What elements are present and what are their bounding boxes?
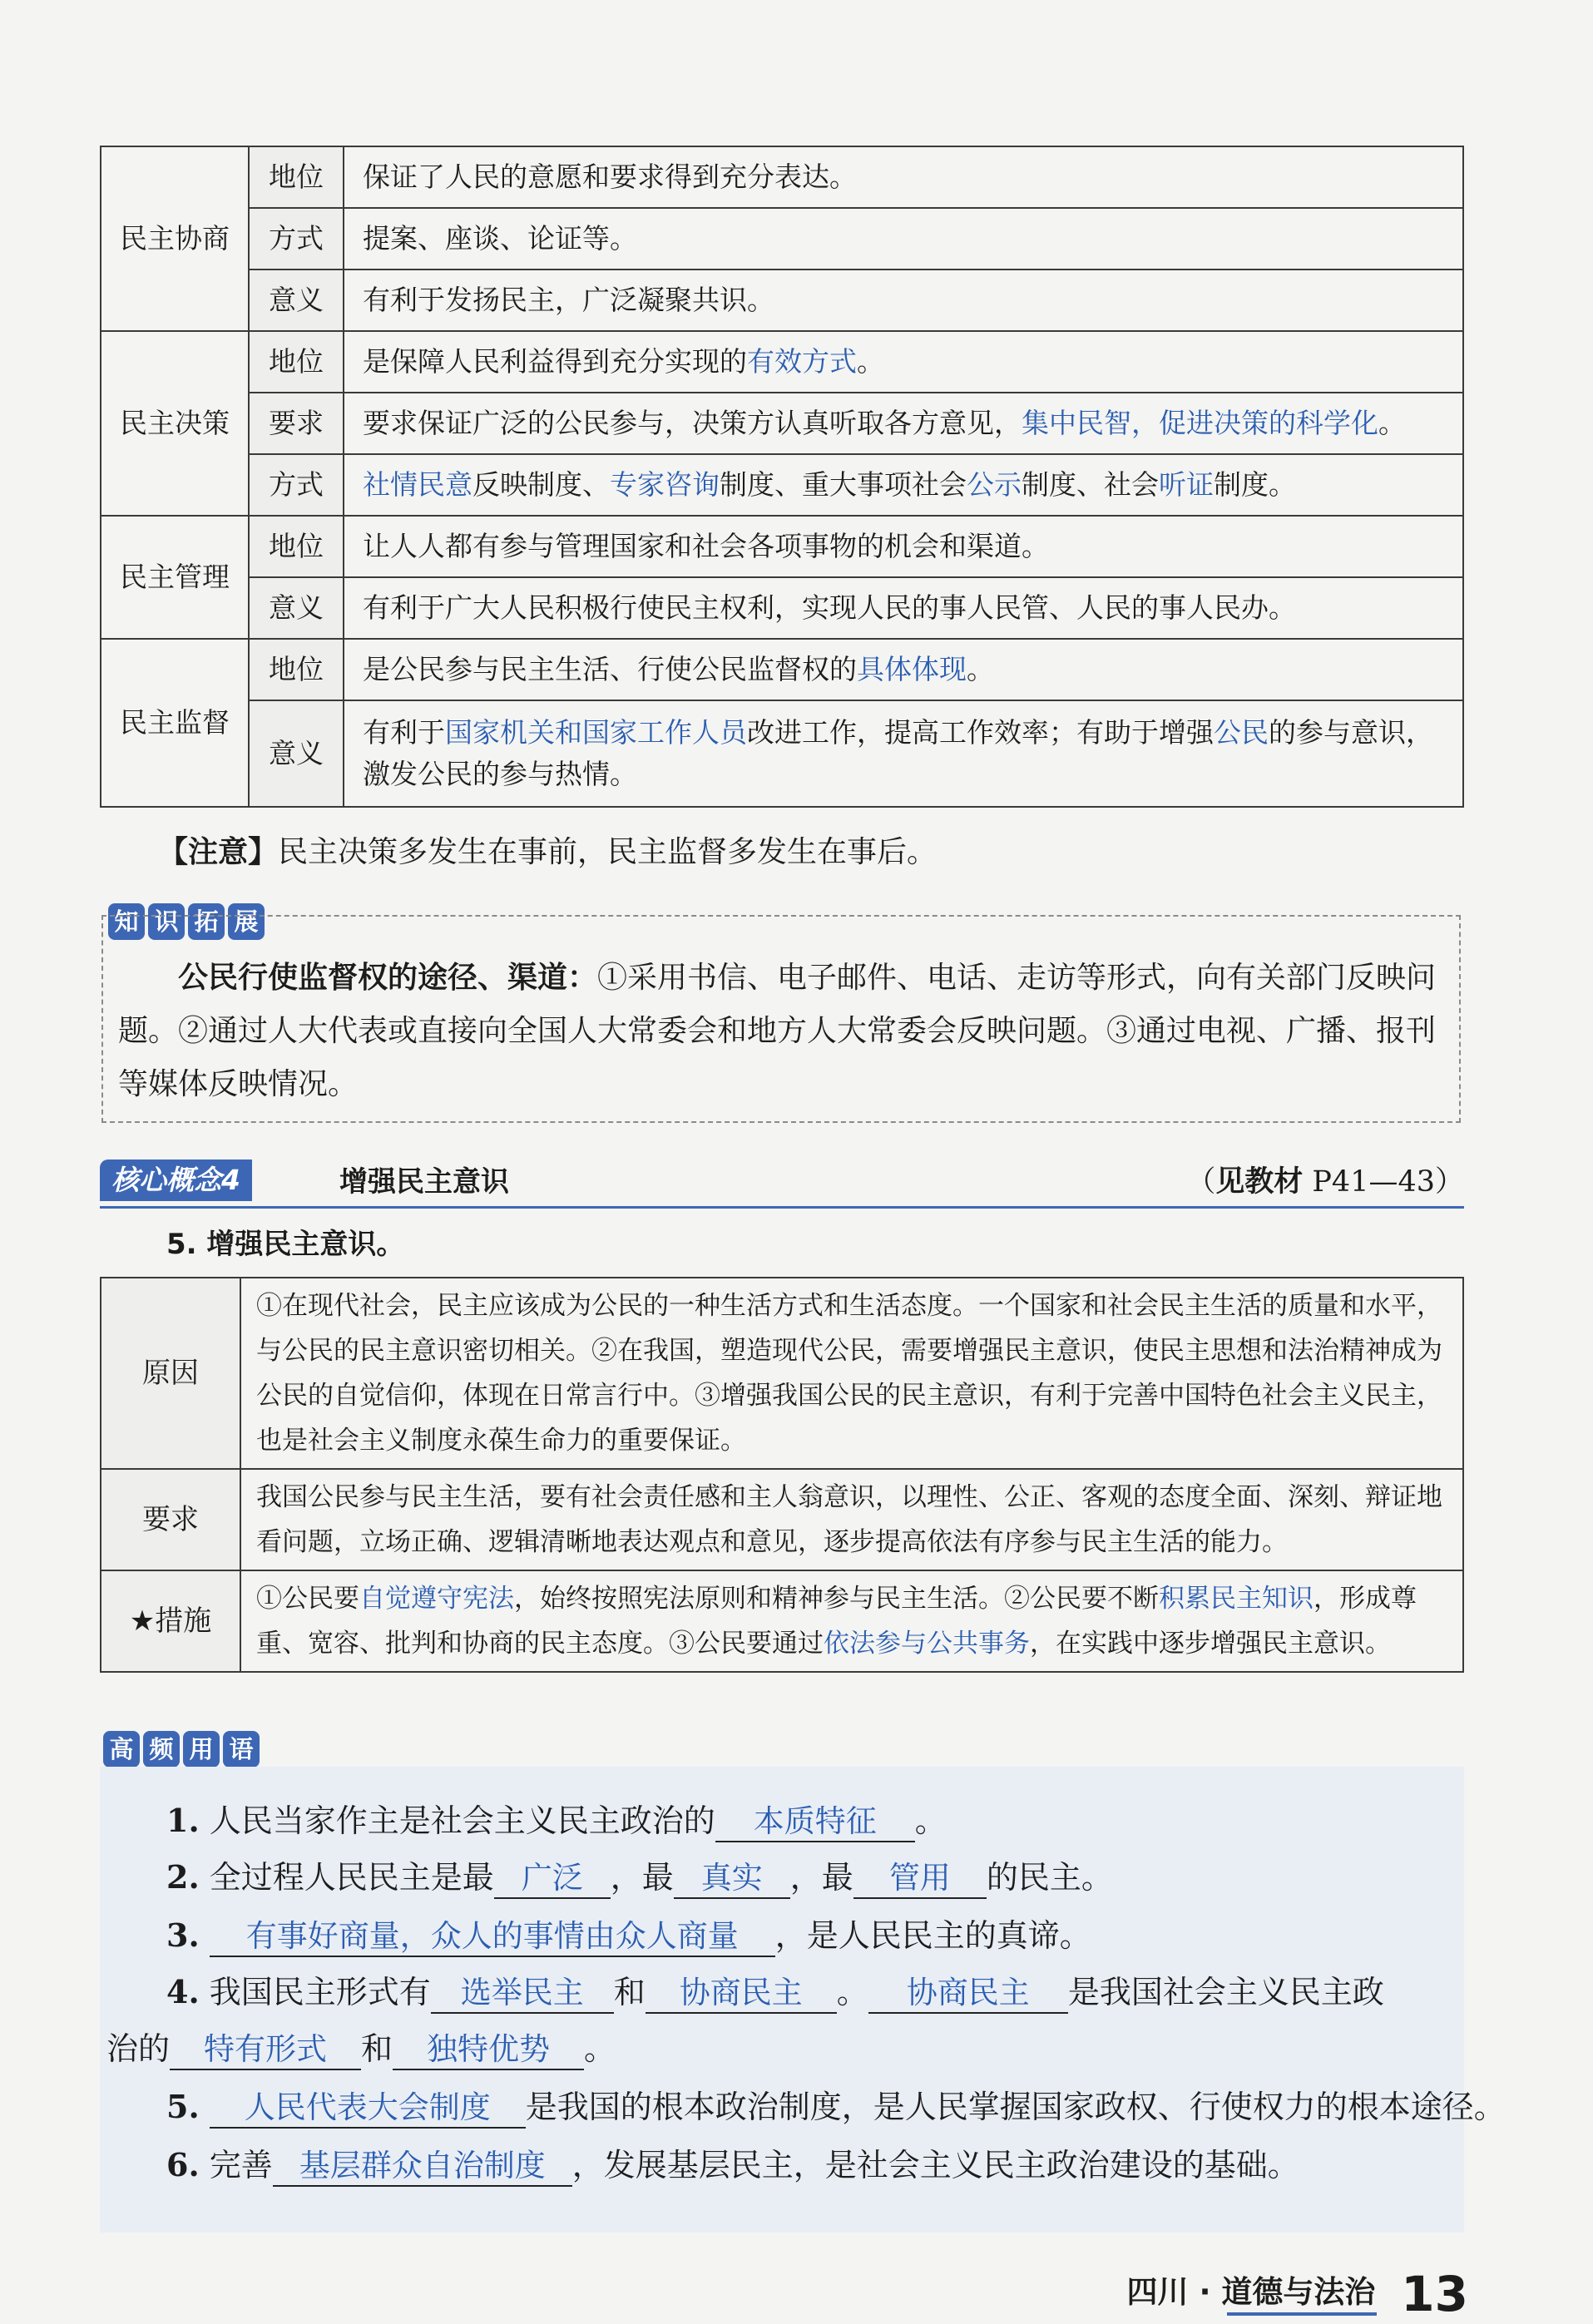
aspect-cell: 要求 [249,393,344,454]
content-text: 要求保证广泛的公民参与，决策方认真听取各方意见， [363,407,1022,439]
content-text: ①在现代社会，民主应该成为公民的一种生活方式和生活态度。一个国家和社会民主生活的质量和水平，与公民的民主意识密切相关。②在我国，塑造现代公民，需要增强民主意识，使民主思想和法治精神成为公民的自觉信仰，体现在日常言行中。③增强我国公民的民主意识，有利于完善中国特色社会主义民主，也是社会主义制度永葆生命力的重要保证。 [256,1291,1442,1456]
terms-tag-char: 频 [143,1731,180,1768]
highlighted-term: 国家机关和国家工作人员 [445,716,747,749]
content-cell [240,1570,1463,1672]
table-row [101,454,1463,516]
ref-pages: P41—43） [1303,1165,1464,1199]
content-cell [240,1469,1463,1570]
table-row [101,1469,1463,1570]
answer-blank: 选举民主 [431,1967,614,2014]
content-text: 是保障人民利益得到充分实现的 [363,345,747,378]
content-text: 反映制度、 [472,468,610,501]
page-number: 13 [1401,2265,1468,2322]
answer-blank: 管用 [853,1852,987,1899]
content-text: 制度、重大事项社会 [720,468,967,501]
footer-region: 四川 [1126,2274,1189,2310]
content-text: 有利于 [363,716,445,749]
table-row [101,208,1463,269]
line-text: 和 [361,2030,393,2067]
content-cell [240,1278,1463,1469]
extension-tag-char: 展 [228,903,265,940]
line-text: 治的 [106,2030,171,2067]
table-row [101,700,1463,807]
content-cell [344,208,1463,269]
line-text: ，最 [610,1859,674,1896]
extension-tag-char: 识 [148,903,185,940]
fill-line-1 [166,1795,947,1842]
content-text: 保证了人民的意愿和要求得到充分表达。 [363,161,857,193]
highlighted-term: 听证 [1159,468,1214,501]
aspect-cell: 原因 [101,1278,240,1469]
aspect-cell: 意义 [249,269,344,331]
line-text: 全过程人民民主是最 [209,1859,494,1896]
content-text: 。 [1378,407,1406,439]
category-cell: 民主决策 [101,331,249,516]
fill-line-5 [166,2081,1506,2129]
table-row [101,393,1463,454]
fill-line-4 [166,1966,1384,2014]
line-number: 4. [166,1973,200,2010]
aspect-cell: 地位 [249,516,344,577]
extension-tag-char: 拓 [188,903,225,940]
content-cell [344,331,1463,393]
answer-blank: 协商民主 [868,1967,1068,2014]
core-concept-label: 核心概念4 [100,1160,252,1201]
line-text: 。 [836,1974,868,2010]
answer-blank: 独特优势 [393,2024,584,2070]
note-text: 民主决策多发生在事前，民主监督多发生在事后。 [278,835,937,869]
democratic-awareness-table [100,1277,1464,1673]
table-row [101,269,1463,331]
highlighted-term: 具体体现 [857,653,967,685]
highlighted-term: 自觉遵守宪法 [359,1584,514,1614]
answer-blank: 协商民主 [646,1967,837,2014]
content-text: 我国公民参与民主生活，要有社会责任感和主人翁意识，以理性、公正、客观的态度全面、深刻、辩证地看问题，立场正确、逻辑清晰地表达观点和意见，逐步提高依法有序参与民主生活的能力。 [256,1482,1442,1557]
note-label: 【注意】 [158,835,279,869]
table-row [101,146,1463,208]
content-cell [344,393,1463,454]
table-row [101,639,1463,700]
answer-blank: 人民代表大会制度 [210,2082,526,2129]
answer-blank: 本质特征 [715,1796,915,1842]
section-5-heading: 5. 增强民主意识。 [166,1228,405,1261]
footer-dot: · [1199,2274,1211,2310]
content-text: ，在实践中逐步增强民主意识。 [1030,1629,1391,1659]
core-concept-title: 增强民主意识 [339,1165,509,1199]
fill-in-section [100,1767,1506,2233]
content-cell [344,700,1463,807]
terms-tag-char: 语 [223,1731,260,1768]
category-cell: 民主协商 [101,146,249,331]
answer-blank: 有事好商量，众人的事情由众人商量 [210,1911,775,1957]
core-concept-header [100,1160,1464,1209]
ref-label: 见教材 [1215,1165,1304,1199]
terms-tag [103,1731,260,1768]
line-text: 是我国社会主义民主政 [1067,1974,1384,2010]
table-row [101,1570,1463,1672]
answer-blank: 基层群众自治制度 [273,2140,572,2187]
fill-line-6 [166,2139,1299,2187]
line-text: ，是人民民主的真谛。 [774,1917,1091,1954]
content-text: 是公民参与民主生活、行使公民监督权的 [363,653,857,685]
content-text: ，始终按照宪法原则和精神参与民主生活。②公民要不断 [514,1584,1159,1614]
line-text: 。 [914,1802,947,1839]
footer-subject: 道德与法治 [1221,2274,1376,2310]
table-row [101,577,1463,639]
line-text: 完善 [209,2147,273,2183]
content-text: 有利于广大人民积极行使民主权利，实现人民的事人民管、人民的事人民办。 [363,591,1296,624]
footer-underline [1227,2312,1377,2316]
category-cell: 民主管理 [101,516,249,639]
content-cell [344,146,1463,208]
extension-tag-char: 知 [108,903,145,940]
line-text: ，最 [789,1859,853,1896]
line-number: 3. [166,1916,200,1954]
content-cell [344,577,1463,639]
highlighted-term: 公示 [967,468,1022,501]
fill-line-3 [166,1910,1091,1957]
content-cell [344,516,1463,577]
line-text: 我国民主形式有 [209,1974,431,2010]
aspect-cell: ★措施 [101,1570,240,1672]
line-text: 。 [584,2030,616,2067]
ref-prefix: （ [1186,1165,1216,1199]
line-text: ，发展基层民主，是社会主义民主政治建设的基础。 [571,2147,1299,2183]
answer-blank: 真实 [674,1852,790,1899]
aspect-cell: 方式 [249,208,344,269]
line-number: 1. [166,1802,200,1839]
line-text: 人民当家作主是社会主义民主政治的 [209,1802,715,1839]
extension-text: ①采用书信、电子邮件、电话、走访等形式，向有关部门反映问题。②通过人大代表或直接向全国人大常委会和地方人大常委会反映问题。③通过电视、广播、报刊等媒体反映情况。 [118,961,1437,1101]
content-text: ，形成尊重、宽容、批判和协商的民主态度。③公民要通过 [256,1584,1417,1659]
content-text: 改进工作，提高工作效率；有助于增强 [747,716,1214,749]
note [158,828,937,878]
highlighted-term: 积累民主知识 [1159,1584,1313,1614]
highlighted-term: 专家咨询 [610,468,720,501]
content-text: 的参与意识，激发公民的参与热情。 [363,716,1433,790]
content-text: 让人人都有参与管理国家和社会各项事物的机会和渠道。 [363,530,1049,562]
aspect-cell: 地位 [249,639,344,700]
line-text: 的民主。 [986,1859,1113,1896]
highlighted-term: 有效方式 [747,345,857,378]
aspect-cell: 方式 [249,454,344,516]
fill-line-4b [106,2023,616,2070]
textbook-reference [1186,1160,1464,1204]
content-cell [344,269,1463,331]
fill-line-2 [166,1852,1113,1899]
highlighted-term: 公民 [1214,716,1269,749]
extension-lead: 公民行使监督权的途径、渠道： [178,961,598,995]
extension-box [101,915,1461,1123]
content-text: 制度、社会 [1022,468,1159,501]
content-text: 有利于发扬民主，广泛凝聚共识。 [363,284,774,316]
content-text: 。 [857,345,884,378]
aspect-cell: 地位 [249,146,344,208]
democracy-forms-table [100,146,1464,808]
content-cell [344,639,1463,700]
category-cell: 民主监督 [101,639,249,807]
content-text: 。 [967,653,994,685]
content-text: 提案、座谈、论证等。 [363,222,637,255]
page-footer [1126,2265,1468,2322]
content-text: 制度。 [1214,468,1296,501]
table-row [101,516,1463,577]
highlighted-term: 依法参与公共事务 [824,1629,1030,1659]
aspect-cell: 地位 [249,331,344,393]
line-text: 是我国的根本政治制度，是人民掌握国家政权、行使权力的根本途径。 [525,2089,1506,2125]
line-number: 5. [166,2088,200,2125]
content-text: ①公民要 [256,1584,359,1614]
aspect-cell: 意义 [249,700,344,807]
terms-tag-char: 高 [103,1731,140,1768]
table-row [101,1278,1463,1469]
line-text: 和 [613,1974,646,2010]
table-row [101,331,1463,393]
content-cell [344,454,1463,516]
aspect-cell: 意义 [249,577,344,639]
line-number: 2. [166,1858,200,1896]
aspect-cell: 要求 [101,1469,240,1570]
highlighted-term: 社情民意 [363,468,472,501]
terms-tag-char: 用 [183,1731,220,1768]
answer-blank: 特有形式 [170,2024,361,2070]
highlighted-term: 集中民智，促进决策的科学化 [1022,407,1378,439]
line-number: 6. [166,2146,200,2183]
answer-blank: 广泛 [494,1852,611,1899]
